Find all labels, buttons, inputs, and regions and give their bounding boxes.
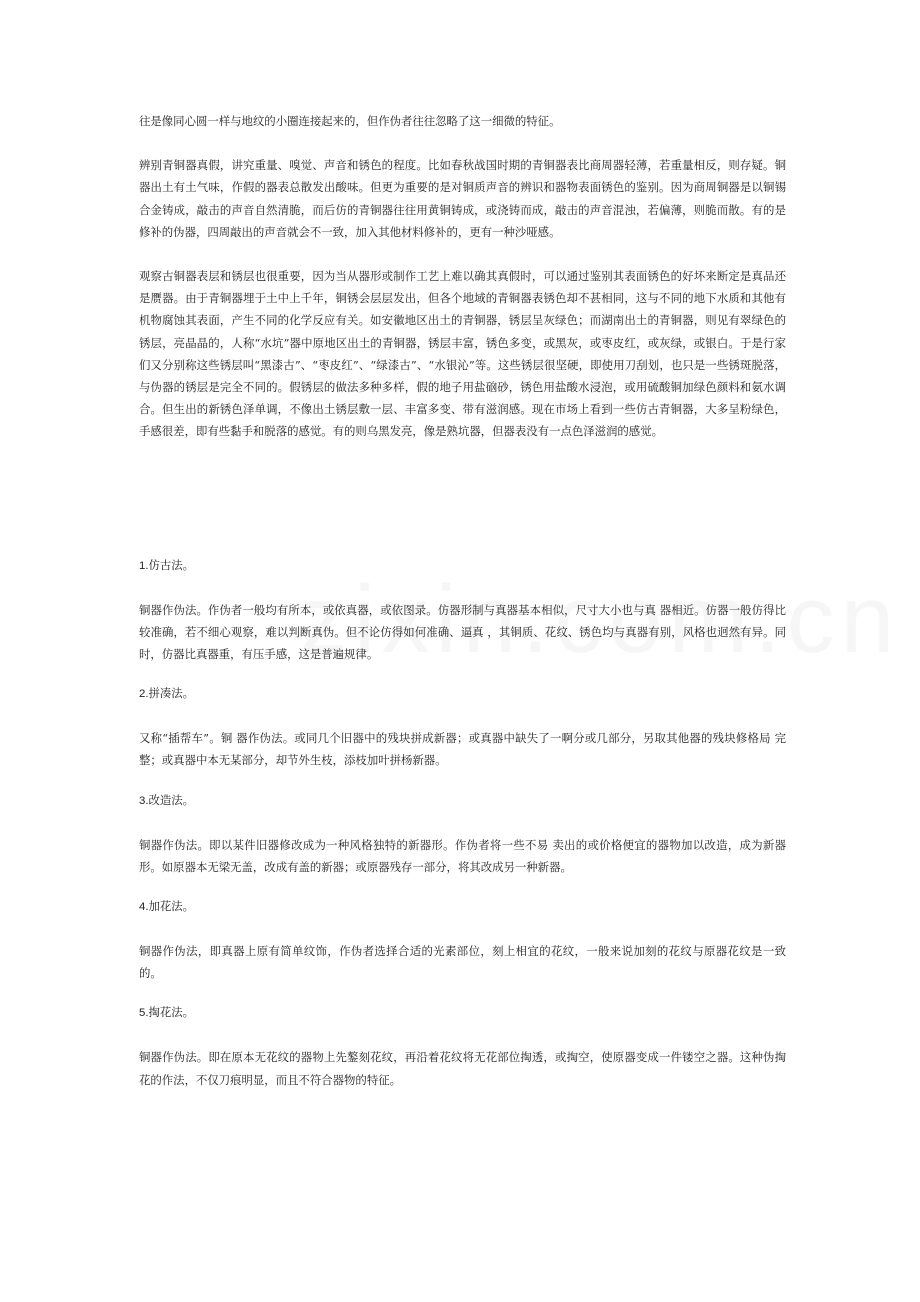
section-heading-3: 3.改造法。 <box>139 794 195 807</box>
paragraph-weight-sound-rust: 辨别青铜器真假，讲究重量、嗅觉、声音和锈色的程度。比如春秋战国时期的青铜器表比商周器轻薄，若重量相反，则存疑。铜器出土有土气味，作假的器表总散发出酸味。但更为重要的是对铜质声音的辨识和器物表面锈色的鉴别。因为商周铜器是以铜锡合金铸成，敲击的声音自然清脆，而后仿的青铜器往往用黄铜铸成，或浇铸而成，敲击的声音混浊，若偏薄，则脆而散。有的是修补的伪器，四周敲出的声音就会不一致，加入其他材料修补的，更有一种沙哑感。 <box>139 158 786 239</box>
section-heading-4: 4.加花法。 <box>139 901 195 914</box>
paragraph-openwork-method: 铜器作伪法。即在原本无花纹的器物上先鏊刻花纹，再沿着花纹将无花部位掏透，或掏空，使原器变成一件镂空之器。这种伪掏花的作法，不仅刀痕明显，而且不符合器物的特征。 <box>139 1050 786 1087</box>
section-heading-5: 5.掏花法。 <box>139 1007 195 1020</box>
paragraph-added-pattern-method: 铜器作伪法，即真器上原有简单纹饰，作伪者选择合适的光素部位，刻上相宜的花纹，一般来说加刻的花纹与原器花纹是一致的。 <box>139 944 786 981</box>
section-heading-2: 2.拼凑法。 <box>139 688 195 701</box>
section-heading-1: 1.仿古法。 <box>139 559 195 572</box>
paragraph-imitation-method: 铜器作伪法。作伪者一般均有所本，或依真器，或依图录。仿器形制与真器基本相似，尺寸大小也与真 器相近。仿器一般仿得比较准确，若不细心观察，难以判断真伪。但不论仿得如何准确、逼真 ，其铜质、花纹、锈色均与真器有别，风格也迥然有异。同时，仿器比真器重，有压手感，这是普遍规律。 <box>139 602 786 662</box>
document-page <box>139 110 786 1091</box>
paragraph-assembly-method: 又称“插帮车”。铜 器作伪法。或同几个旧器中的残块拼成新器；或真器中缺失了一啊分或几部分，另取其他器的残块修格局 完整；或真器中本无某部分，却节外生枝，添枝加叶拼杨新器。 <box>139 731 786 768</box>
paragraph-seal-pattern: 往是像同心圆一样与地纹的小圈连接起来的，但作伪者往往忽略了这一细微的特征。 <box>139 114 561 128</box>
paragraph-modification-method: 铜器作伪法。即以某件旧器修改成为一种风格独特的新器形。作伪者将一些不易 卖出的或价格便宜的器物加以改造，成为新器形。如原器本无梁无盖，改成有盖的新器；或原器残存一部分，将其改成另一种新器。 <box>139 837 786 874</box>
paragraph-surface-rust-layer: 观察古铜器表层和锈层也很重要，因为当从器形或制作工艺上难以确其真假时，可以通过鉴别其表面锈色的好坏来断定是真品还是赝器。由于青铜器埋于土中上千年，铜锈会层层发出，但各个地域的青铜器表锈色却不甚相同，这与不同的地下水质和其他有机物腐蚀其表面，产生不同的化学反应有关。如安徽地区出土的青铜器，锈层呈灰绿色；而湖南出土的青铜器，则见有翠绿色的锈层，亮晶晶的，人称“水坑”器中原地区出土的青铜器，锈层丰富，锈色多变，或黑灰，或枣皮红，或灰绿，或银白。于是行家们又分别称这些锈层叫“黑漆古”、“枣皮红”、“绿漆古”、“水银沁”等。这些锈层很坚硬，即使用刀刮划，也只是一些锈斑脱落，与伪器的锈层是完全不同的。假锈层的做法多种多样，假的地子用盐硇砂，锈色用盐酸水浸泡，或用硫酸铜加绿色颜料和氨水调合。但生出的新锈色泽单调，不像出土锈层敷一层、丰富多变、带有滋润感。现在市场上看到一些仿古青铜器，大多呈粉绿色，手感很差，即有些黏手和脱落的感觉。有的则乌黑发亮，像是熟坑器，但器表没有一点色泽滋润的感觉。 <box>139 269 786 439</box>
